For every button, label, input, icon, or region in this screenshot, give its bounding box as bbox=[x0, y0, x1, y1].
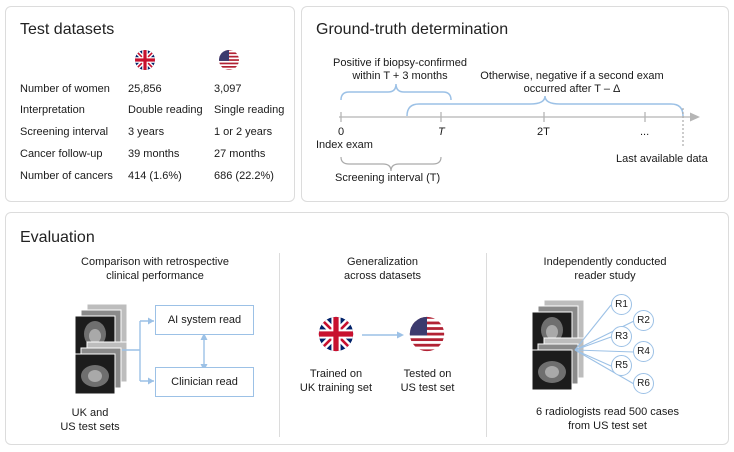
row-label-cancers: Number of cancers bbox=[20, 170, 113, 182]
clinician-read-box: Clinician read bbox=[155, 367, 254, 397]
reader-r1: R1 bbox=[611, 294, 632, 315]
row-us-women: 3,097 bbox=[214, 83, 242, 95]
row-us-followup: 27 months bbox=[214, 148, 266, 160]
reader-r3: R3 bbox=[611, 326, 632, 347]
reader-r2: R2 bbox=[633, 310, 654, 331]
positive-label-line1: Positive if biopsy-confirmed bbox=[333, 57, 467, 69]
tested-on-line2: US test set bbox=[400, 382, 455, 394]
tick-dots-label: ... bbox=[640, 126, 650, 138]
row-us-interval: 1 or 2 years bbox=[214, 126, 273, 138]
col2-title-line1: Generalization bbox=[347, 256, 418, 268]
test-datasets-title: Test datasets bbox=[20, 21, 115, 38]
col3-caption-line2: from US test set bbox=[568, 420, 647, 432]
col1-caption-line1: UK and bbox=[71, 407, 109, 419]
col3-caption bbox=[495, 405, 720, 433]
col1-title-line1: Comparison with retrospective bbox=[81, 256, 229, 268]
negative-label-line2: occurred after T – Δ bbox=[523, 83, 621, 95]
reader-r6: R6 bbox=[633, 373, 654, 394]
negative-label-line1: Otherwise, negative if a second exam bbox=[480, 70, 664, 82]
row-uk-interpretation: Double reading bbox=[128, 104, 203, 116]
row-uk-interval: 3 years bbox=[128, 126, 165, 138]
screening-interval-label: Screening interval (T) bbox=[335, 172, 441, 184]
row-uk-women: 25,856 bbox=[128, 83, 162, 95]
reader-r5: R5 bbox=[611, 355, 632, 376]
col2-title-line2: across datasets bbox=[343, 270, 422, 282]
tick-t-label: T bbox=[438, 126, 445, 138]
row-us-interpretation: Single reading bbox=[214, 104, 285, 116]
tested-on-line1: Tested on bbox=[403, 368, 452, 380]
row-label-interpretation: Interpretation bbox=[20, 104, 85, 116]
positive-label-line2: within T + 3 months bbox=[352, 70, 448, 82]
tick-2t-label: 2T bbox=[537, 126, 550, 138]
row-label-followup: Cancer follow-up bbox=[20, 148, 103, 160]
row-uk-cancers: 414 (1.6%) bbox=[128, 170, 182, 182]
ground-truth-title: Ground-truth determination bbox=[316, 21, 509, 38]
tick-0-label: 0 bbox=[338, 126, 345, 138]
reader-r4: R4 bbox=[633, 341, 654, 362]
trained-on-line1: Trained on bbox=[309, 368, 363, 380]
col1-caption-line2: US test sets bbox=[60, 421, 120, 433]
col1-title-line2: clinical performance bbox=[106, 270, 204, 282]
index-exam-label: Index exam bbox=[316, 139, 373, 151]
ai-system-read-box: AI system read bbox=[155, 305, 254, 335]
evaluation-title: Evaluation bbox=[20, 229, 95, 246]
last-data-label: Last available data bbox=[616, 153, 708, 165]
col3-title-line1: Independently conducted bbox=[543, 256, 667, 268]
row-label-women: Number of women bbox=[20, 83, 110, 95]
col3-caption-line1: 6 radiologists read 500 cases bbox=[535, 406, 680, 418]
col3-title-line2: reader study bbox=[574, 270, 636, 282]
row-us-cancers: 686 (22.2%) bbox=[214, 170, 274, 182]
trained-on-line2: UK training set bbox=[299, 382, 373, 394]
row-label-interval: Screening interval bbox=[20, 126, 109, 138]
row-uk-followup: 39 months bbox=[128, 148, 180, 160]
